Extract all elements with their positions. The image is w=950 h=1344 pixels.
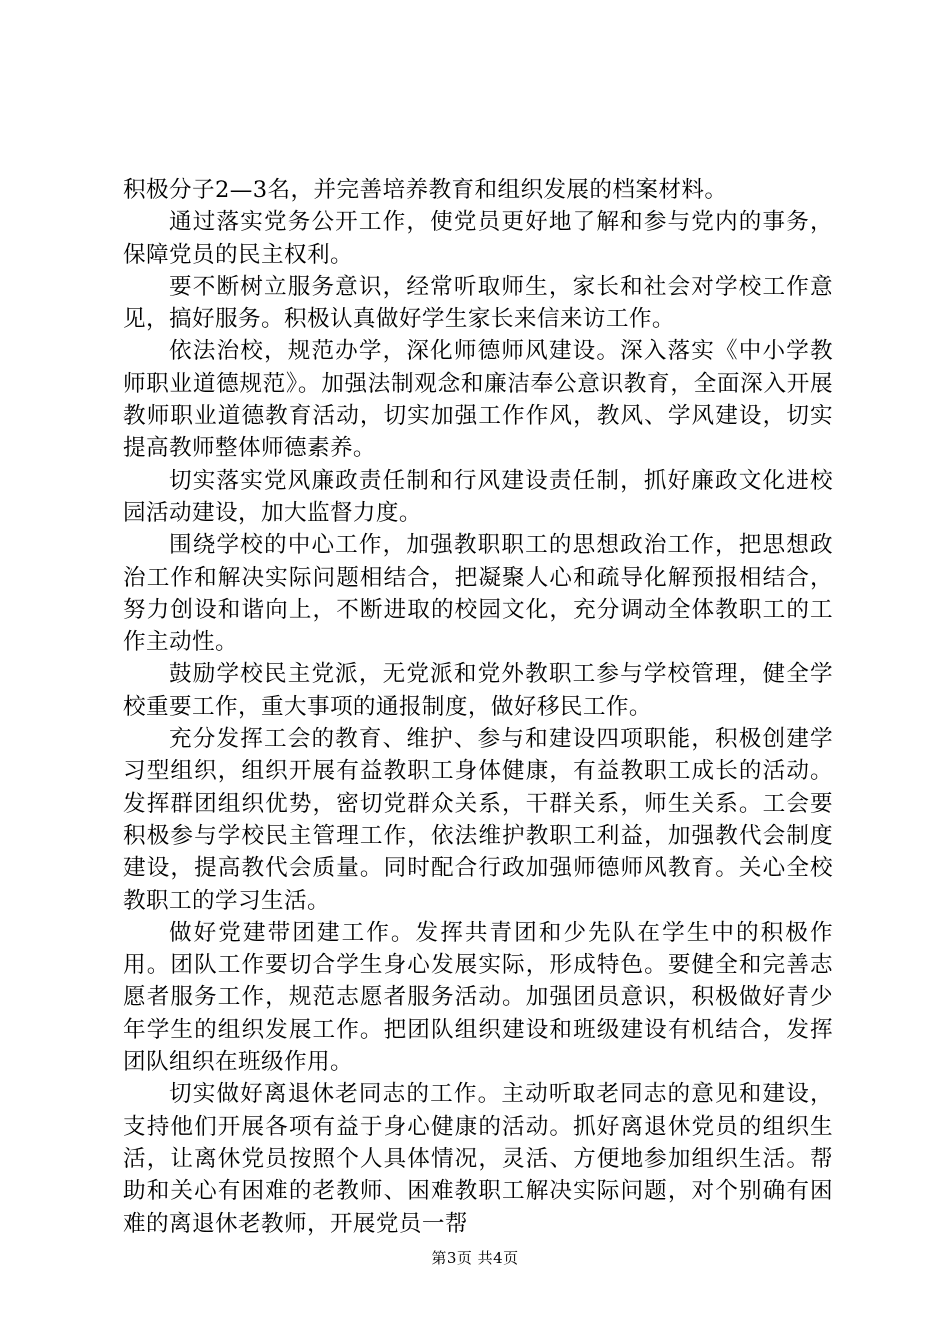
document-body (123, 174, 833, 1240)
paragraph: 切实做好离退休老同志的工作。主动听取老同志的意见和建设，支持他们开展各项有益于身心健康的活动。抓好离退休党员的组织生活，让离休党员按照个人具体情况，灵活、方便地参加组织生活。帮助和关心有困难的老教师、困难教职工解决实际问题，对个别确有困难的离退休老教师，开展党员一帮 (123, 1081, 833, 1237)
page-number-footer: 第3页 共4页 (431, 1249, 519, 1267)
paragraph: 积极分子2—3名，并完善培养教育和组织发展的档案材料。 (123, 177, 728, 203)
paragraph: 依法治校，规范办学，深化师德师风建设。深入落实《中小学教师职业道德规范》。加强法制观念和廉洁奉公意识教育，全面深入开展教师职业道德教育活动，切实加强工作作风，教风、学风建设，切实提高教师整体师德素养。 (123, 338, 833, 462)
paragraph: 通过落实党务公开工作，使党员更好地了解和参与党内的事务，保障党员的民主权利。 (123, 209, 833, 268)
paragraph: 充分发挥工会的教育、维护、参与和建设四项职能，积极创建学习型组织，组织开展有益教职工身体健康，有益教职工成长的活动。发挥群团组织优势，密切党群众关系，干群关系，师生关系。工会要积极参与学校民主管理工作，依法维护教职工利益，加强教代会制度建设，提高教代会质量。同时配合行政加强师德师风教育。关心全校教职工的学习生活。 (123, 726, 833, 914)
paragraph: 围绕学校的中心工作，加强教职职工的思想政治工作，把思想政治工作和解决实际问题相结合，把凝聚人心和疏导化解预报相结合，努力创设和谐向上，不断进取的校园文化，充分调动全体教职工的工作主动性。 (123, 532, 833, 656)
paragraph: 要不断树立服务意识，经常听取师生，家长和社会对学校工作意见，搞好服务。积极认真做好学生家长来信来访工作。 (123, 273, 833, 333)
paragraph: 做好党建带团建工作。发挥共青团和少先队在学生中的积极作用。团队工作要切合学生身心发展实际，形成特色。要健全和完善志愿者服务工作，规范志愿者服务活动。加强团员意识，积极做好青少年学生的组织发展工作。把团队组织建设和班级建设有机结合，发挥团队组织在班级作用。 (123, 919, 833, 1076)
paragraph: 切实落实党风廉政责任制和行风建设责任制，抓好廉政文化进校园活动建设，加大监督力度。 (123, 467, 833, 526)
paragraph: 鼓励学校民主党派，无党派和党外教职工参与学校管理，健全学校重要工作，重大事项的通报制度，做好移民工作。 (123, 661, 833, 720)
